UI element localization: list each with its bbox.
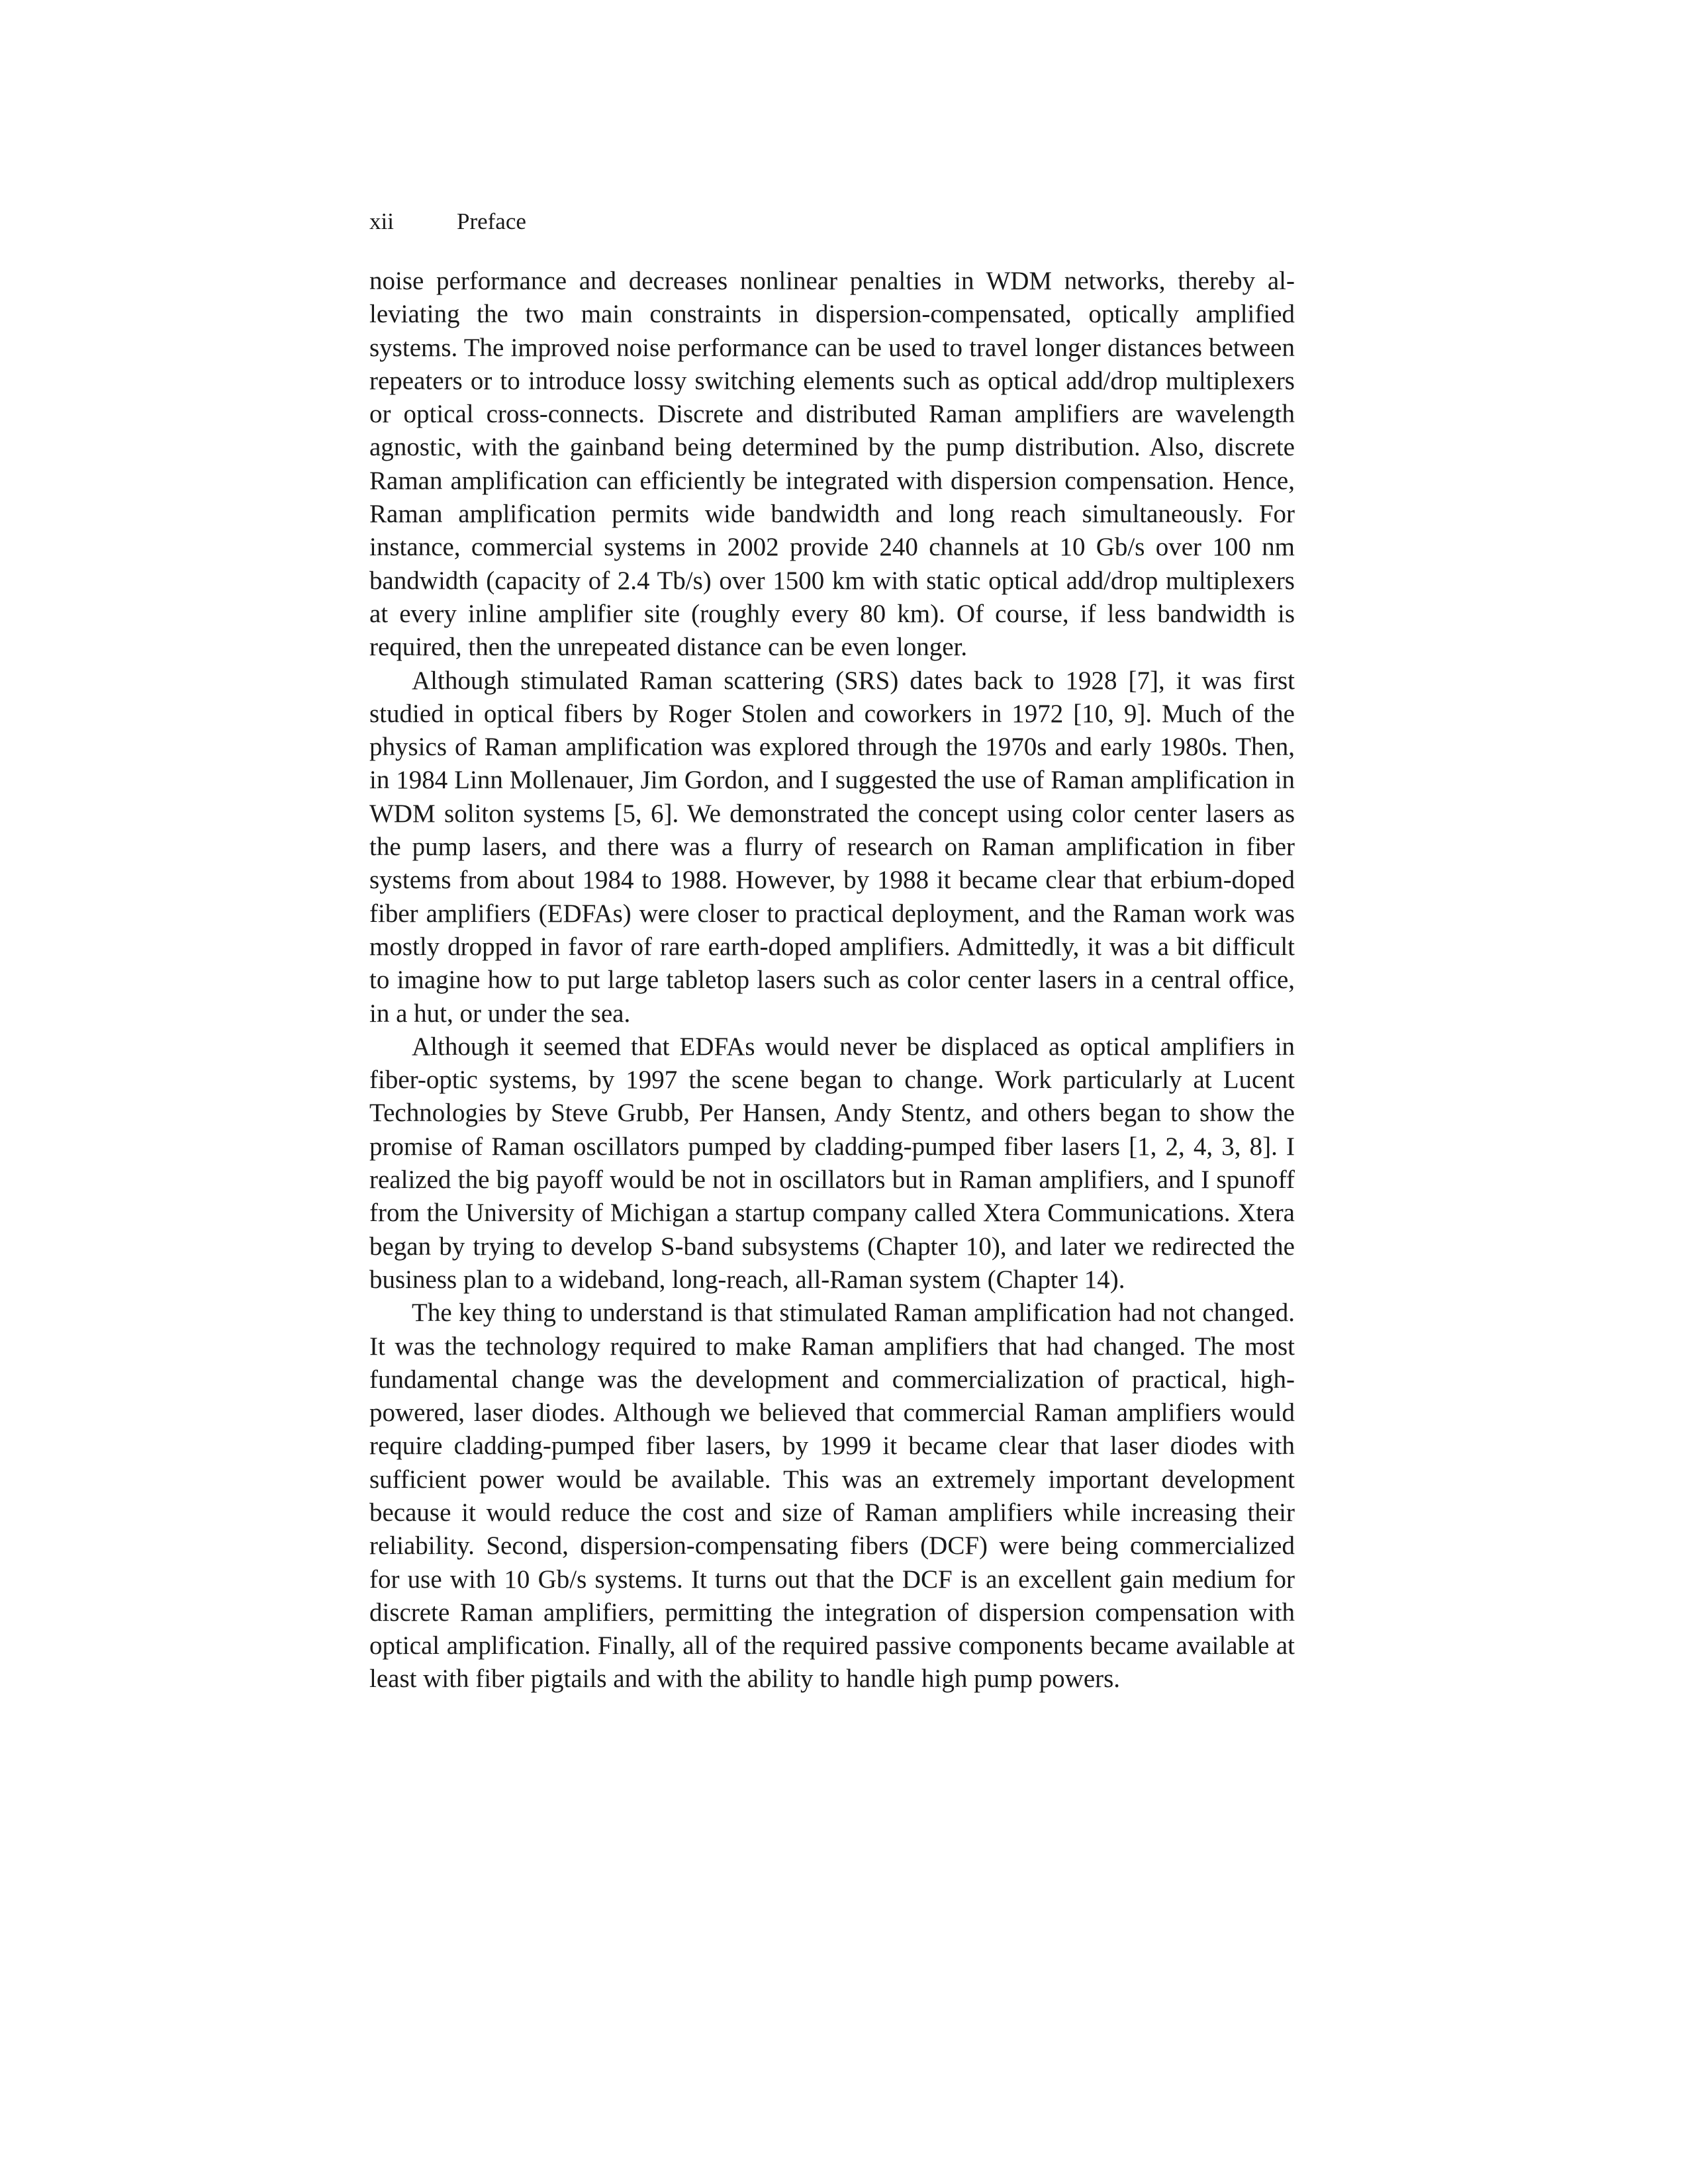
paragraph: The key thing to understand is that stimulated Raman amplification had not changed. It was the technology required to make Raman amplifiers that had changed. The most fundamental change was the development and commercialization of practical, high-powered, laser diodes. Although we believed that commercial Raman amplifiers would require cladding-pumped fiber lasers, by 1999 it became clear that laser diodes with sufficient power would be available. This was an extremely important development because it would reduce the cost and size of Raman amplifiers while increasing their reliability. Second, dispersion-compensating fibers (DCF) were being commercialized for use with 10 Gb/s systems. It turns out that the DCF is an excellent gain medium for discrete Raman amplifiers, permitting the integration of dispersion compensation with optical amplification. Finally, all of the required passive components became available at least with fiber pigtails and with the ability to handle high pump powers. [369,1298,1295,1694]
paragraph: noise performance and decreases nonlinear penalties in WDM networks, thereby alleviating the two main constraints in dispersion-compensated, optically amplified systems. The improved noise performance can be used to travel longer distances between repeaters or to introduce lossy switching elements such as optical add/drop multiplexers or optical cross-connects. Discrete and distributed Raman amplifiers are wavelength agnostic, with the gainband being determined by the pump distribution. Also, discrete Raman amplification can efficiently be integrated with dispersion compensation. Hence, Raman amplification permits wide bandwidth and long reach simultaneously. For instance, commercial systems in 2002 provide 240 channels at 10 Gb/s over 100 nm bandwidth (capacity of 2.4 Tb/s) over 1500 km with static optical add/drop multiplexers at every inline amplifier site (roughly every 80 km). Of course, if less bandwidth is required, then the unrepeated distance can be even longer. [369,267,1295,662]
running-head [369,207,526,236]
body-text [369,265,1295,1696]
paragraph: Although stimulated Raman scattering (SRS) dates back to 1928 [7], it was first studied in optical fibers by Roger Stolen and coworkers in 1972 [10, 9]. Much of the physics of Raman amplification was explored through the 1970s and early 1980s. Then, in 1984 Linn Mollenauer, Jim Gordon, and I suggested the use of Raman amplification in WDM soliton systems [5, 6]. We demonstrated the concept using color center lasers as the pump lasers, and there was a flurry of research on Raman amplification in fiber systems from about 1984 to 1988. However, by 1988 it became clear that erbium-doped fiber amplifiers (EDFAs) were closer to practical deployment, and the Raman work was mostly dropped in favor of rare earth-doped amplifiers. Admittedly, it was a bit difficult to imagine how to put large tabletop lasers such as color center lasers in a central office, in a hut, or under the sea. [369,666,1295,1028]
paragraph: Although it seemed that EDFAs would never be displaced as optical amplifiers in fiber-optic systems, by 1997 the scene began to change. Work particularly at Lucent Technologies by Steve Grubb, Per Hansen, Andy Stentz, and others began to show the promise of Raman oscillators pumped by cladding-pumped fiber lasers [1, 2, 4, 3, 8]. I realized the big payoff would be not in oscillators but in Raman amplifiers, and I spunoff from the University of Michigan a startup company called Xtera Communications. Xtera began by trying to develop S-band subsystems (Chapter 10), and later we redirected the business plan to a wideband, long-reach, all-Raman system (Chapter 14). [369,1032,1295,1294]
section-title: Preface [457,208,526,234]
page-number: xii [369,208,394,234]
